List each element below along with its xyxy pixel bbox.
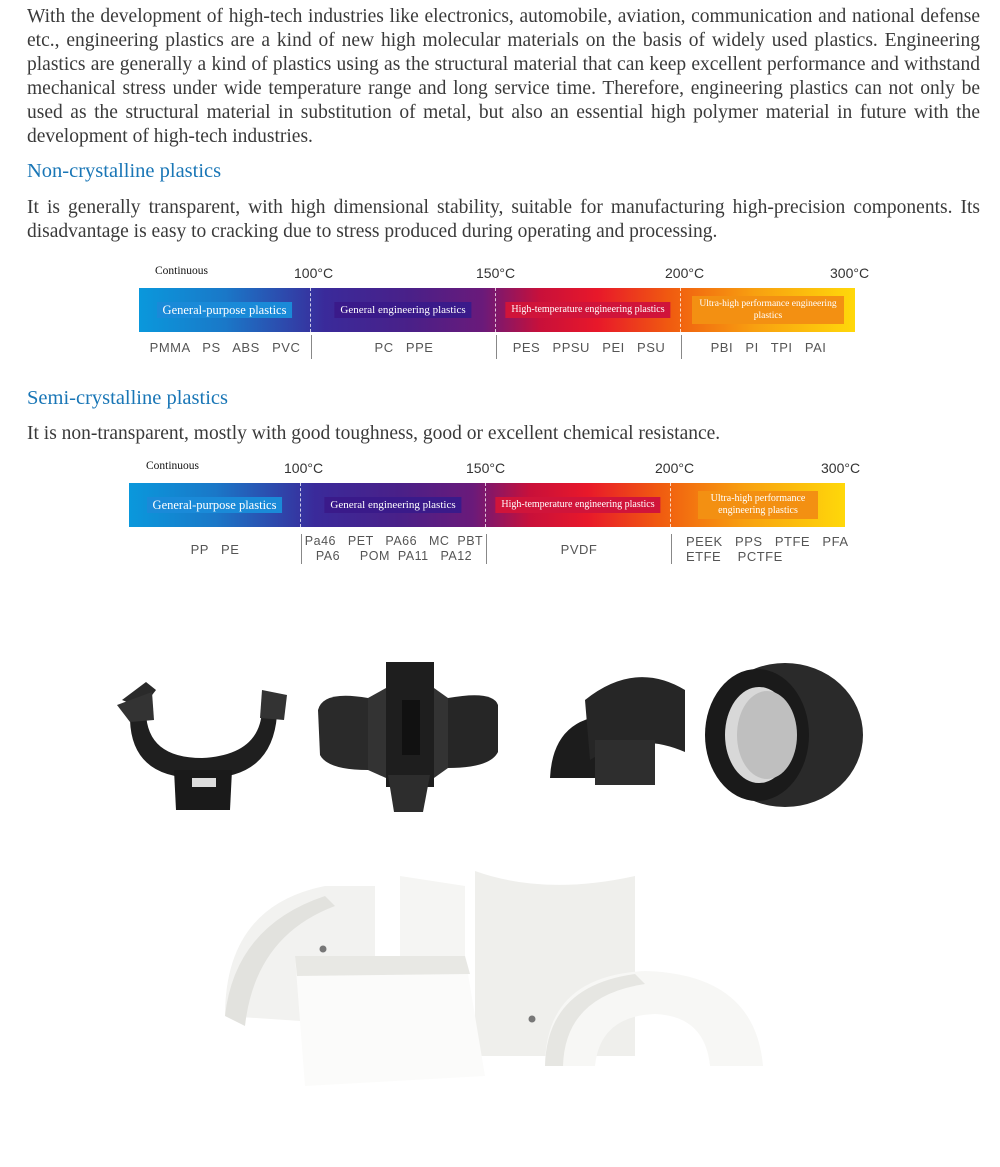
black-clamp-tab-photo [308, 660, 508, 815]
segment-high-temperature [496, 288, 681, 332]
black-bushing-photo [545, 660, 865, 815]
temperature-gradient-bar [139, 288, 855, 332]
temp-label-150: 150°C [466, 460, 506, 476]
materials-high-temperature: PES PPSU PEI PSU [496, 335, 681, 359]
category-ultra-high: Ultra-high performance engineering plastics [698, 491, 818, 519]
materials-ultra-high: PEEK PPS PTFE PFA ETFE PCTFE [671, 534, 845, 564]
continuous-label: Continuous [155, 265, 209, 277]
materials-general-engineering: PC PPE [311, 335, 496, 359]
continuous-label: Continuous [146, 460, 200, 472]
category-high-temperature: High-temperature engineering plastics [505, 302, 670, 318]
materials-ultra-high: PBI PI TPI PAI [681, 335, 855, 359]
segment-general-engineering [311, 288, 496, 332]
segment-high-temperature [486, 483, 671, 527]
temp-label-200: 200°C [655, 460, 695, 476]
materials-row [129, 534, 849, 564]
materials-high-temperature: PVDF [486, 534, 671, 564]
section-description-non-crystalline: It is generally transparent, with high dimensional stability, suitable for manufacturing high-precision components. Its disadvantage is easy to cracking due to stress produced during operating and processing. [27, 197, 980, 242]
segment-general-purpose [129, 483, 301, 527]
segment-general-engineering [301, 483, 486, 527]
category-ultra-high: Ultra-high performance engineering plastics [692, 296, 844, 324]
category-high-temperature: High-temperature engineering plastics [495, 497, 660, 513]
category-general-purpose: General-purpose plastics [147, 497, 283, 513]
temp-label-150: 150°C [476, 265, 516, 281]
materials-row [139, 335, 855, 359]
category-general-engineering: General engineering plastics [324, 497, 461, 513]
segment-general-purpose [139, 288, 311, 332]
segment-ultra-high [671, 483, 845, 527]
temperature-scale-semi-crystalline [129, 460, 861, 566]
temp-label-300: 300°C [821, 460, 861, 476]
temperature-scale-non-crystalline [139, 265, 870, 360]
materials-general-purpose: PMMA PS ABS PVC [149, 339, 301, 355]
segment-ultra-high [681, 288, 855, 332]
temp-label-200: 200°C [665, 265, 705, 281]
white-ptfe-parts-photo [215, 866, 770, 1096]
section-heading-semi-crystalline: Semi-crystalline plastics [27, 387, 228, 409]
temp-label-300: 300°C [830, 265, 870, 281]
temp-label-100: 100°C [284, 460, 324, 476]
materials-general-engineering: Pa46 PET PA66 MC PBT PA6 POM PA11 PA12 [301, 534, 486, 564]
temperature-gradient-bar [129, 483, 845, 527]
temp-label-100: 100°C [294, 265, 334, 281]
section-description-semi-crystalline: It is non-transparent, mostly with good toughness, good or excellent chemical resistance. [27, 423, 721, 444]
section-heading-non-crystalline: Non-crystalline plastics [27, 160, 222, 182]
category-general-engineering: General engineering plastics [334, 302, 471, 318]
materials-general-purpose: PP PE [190, 541, 240, 557]
category-general-purpose: General-purpose plastics [157, 302, 293, 318]
black-split-clamp-photo [112, 660, 292, 815]
intro-paragraph: With the development of high-tech industries like electronics, automobile, aviation, communication and national defense etc., engineering plastics are a kind of new high molecular materials on the basis of widely used plastics. Engineering plastics are generally a kind of plastics using as the structural material that can keep excellent performance and withstand mechanical stress under wide temperature range and long service time. Therefore, engineering plastics can not only be used as the structural material in substitution of metal, but also an essential high polymer material in future with the development of high-tech industries. [27, 6, 980, 147]
